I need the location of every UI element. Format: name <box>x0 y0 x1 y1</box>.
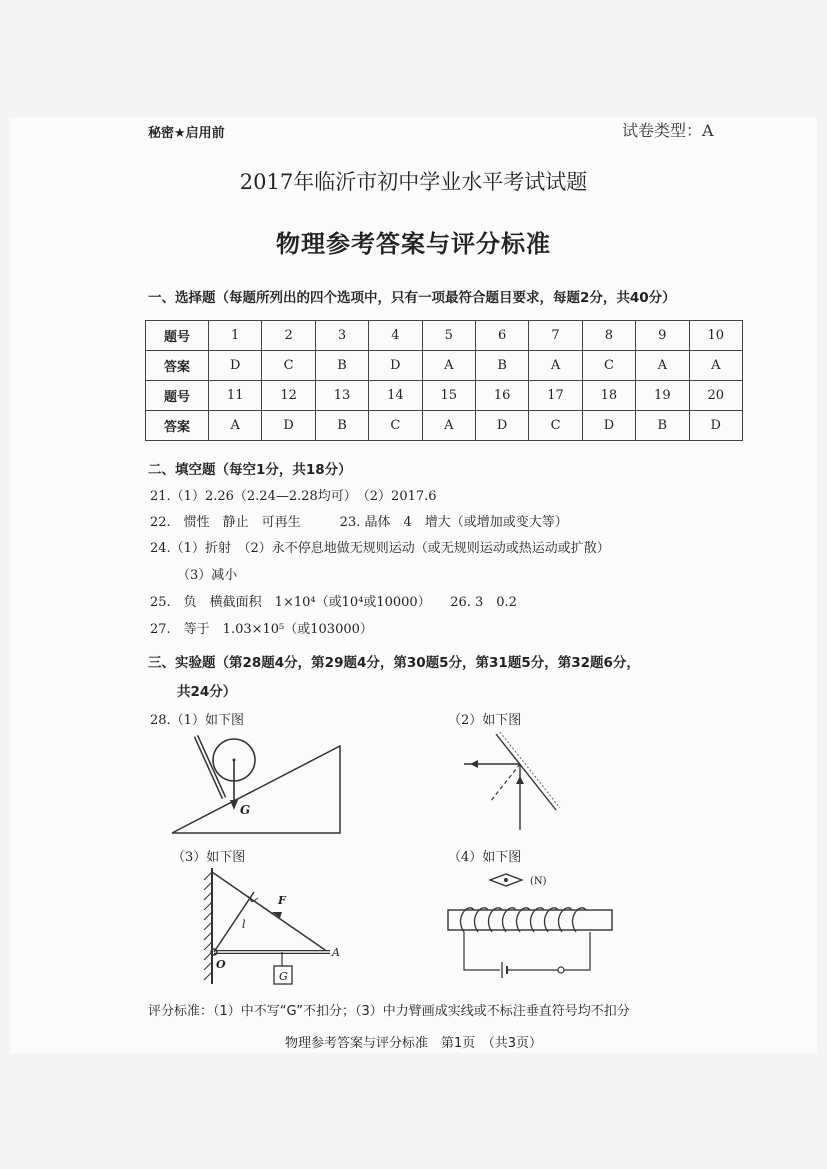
table-cell: 12 <box>262 381 315 411</box>
section3-heading-cont: 共24分） <box>177 684 237 700</box>
row-label-answer: 答案 <box>146 411 209 441</box>
table-cell: D <box>369 351 422 381</box>
label-o: O <box>216 958 226 971</box>
table-row <box>146 351 743 381</box>
answer-line-25-26: 25. 负 横截面积 1×10⁴（或10⁴或10000） 26. 3 0.2 <box>150 595 517 610</box>
confidential-label: 秘密★启用前 <box>148 126 225 141</box>
exam-title: 2017年临沂市初中学业水平考试试题 <box>239 170 588 194</box>
answer-sheet-page <box>10 118 817 1053</box>
table-cell: A <box>209 411 262 441</box>
table-cell: 9 <box>636 321 689 351</box>
table-cell: 17 <box>529 381 582 411</box>
solenoid-diagram <box>440 870 615 982</box>
table-cell: A <box>422 351 475 381</box>
document-subtitle: 物理参考答案与评分标准 <box>276 230 551 258</box>
table-cell: C <box>369 411 422 441</box>
incline-ball-diagram <box>168 728 343 838</box>
table-cell: 16 <box>475 381 528 411</box>
answer-line-21: 21.（1）2.26（2.24—2.28均可） （2）2017.6 <box>150 489 437 504</box>
table-cell: 4 <box>369 321 422 351</box>
table-cell: B <box>636 411 689 441</box>
answer-line-24-3: （3）减小 <box>177 568 238 583</box>
table-cell: 3 <box>315 321 368 351</box>
table-cell: A <box>636 351 689 381</box>
q28-2-label: （2）如下图 <box>448 713 522 728</box>
table-cell: 7 <box>529 321 582 351</box>
table-row <box>146 321 743 351</box>
table-cell: D <box>475 411 528 441</box>
table-cell: C <box>262 351 315 381</box>
section3-heading: 三、实验题（第28题4分，第29题4分，第30题5分，第31题5分，第32题6分， <box>148 655 640 671</box>
table-cell: B <box>475 351 528 381</box>
table-cell: 10 <box>689 321 742 351</box>
table-cell: D <box>582 411 635 441</box>
row-label-question: 题号 <box>146 321 209 351</box>
lever-diagram <box>190 866 350 996</box>
table-cell: A <box>422 411 475 441</box>
label-l: l <box>242 918 246 931</box>
table-cell: D <box>689 411 742 441</box>
table-cell: 18 <box>582 381 635 411</box>
paper-type-label: 试卷类型：A <box>622 121 714 140</box>
answer-line-22-23: 22. 惯性 静止 可再生 23. 晶体 4 增大（或增加或变大等） <box>150 515 568 530</box>
q28-3-label: （3）如下图 <box>172 850 246 865</box>
table-cell: C <box>582 351 635 381</box>
table-cell: 11 <box>209 381 262 411</box>
reflection-diagram <box>460 728 570 833</box>
row-label-answer: 答案 <box>146 351 209 381</box>
table-cell: 20 <box>689 381 742 411</box>
label-n: (N) <box>530 876 547 887</box>
table-row <box>146 381 743 411</box>
label-f: F <box>278 894 286 907</box>
answer-line-27: 27. 等于 1.03×10⁵（或103000） <box>150 622 373 637</box>
label-a: A <box>332 946 340 959</box>
table-cell: A <box>689 351 742 381</box>
table-cell: 19 <box>636 381 689 411</box>
row-label-question: 题号 <box>146 381 209 411</box>
answer-table <box>145 320 743 441</box>
table-cell: 6 <box>475 321 528 351</box>
table-cell: 8 <box>582 321 635 351</box>
scoring-note: 评分标准：（1）中不写“G”不扣分；（3）中力臂画成实线或不标注垂直符号均不扣分 <box>148 1004 630 1019</box>
table-cell: 14 <box>369 381 422 411</box>
section2-heading: 二、填空题（每空1分，共18分） <box>148 462 352 478</box>
table-cell: A <box>529 351 582 381</box>
table-cell: 13 <box>315 381 368 411</box>
table-cell: D <box>209 351 262 381</box>
table-cell: B <box>315 351 368 381</box>
section1-heading: 一、选择题（每题所列出的四个选项中，只有一项最符合题目要求，每题2分，共40分） <box>148 290 676 306</box>
table-cell: C <box>529 411 582 441</box>
q28-4-label: （4）如下图 <box>448 850 522 865</box>
table-cell: D <box>262 411 315 441</box>
q28-1-label: 28.（1）如下图 <box>150 713 244 728</box>
page-footer: 物理参考答案与评分标准 第1页 （共3页） <box>284 1036 543 1051</box>
table-cell: 15 <box>422 381 475 411</box>
label-g-weight: G <box>279 970 288 983</box>
table-cell: B <box>315 411 368 441</box>
table-cell: 5 <box>422 321 475 351</box>
label-g: G <box>240 803 251 817</box>
table-cell: 1 <box>209 321 262 351</box>
table-cell: 2 <box>262 321 315 351</box>
table-row <box>146 411 743 441</box>
answer-line-24: 24.（1）折射 （2）永不停息地做无规则运动（或无规则运动或热运动或扩散） <box>150 541 610 556</box>
